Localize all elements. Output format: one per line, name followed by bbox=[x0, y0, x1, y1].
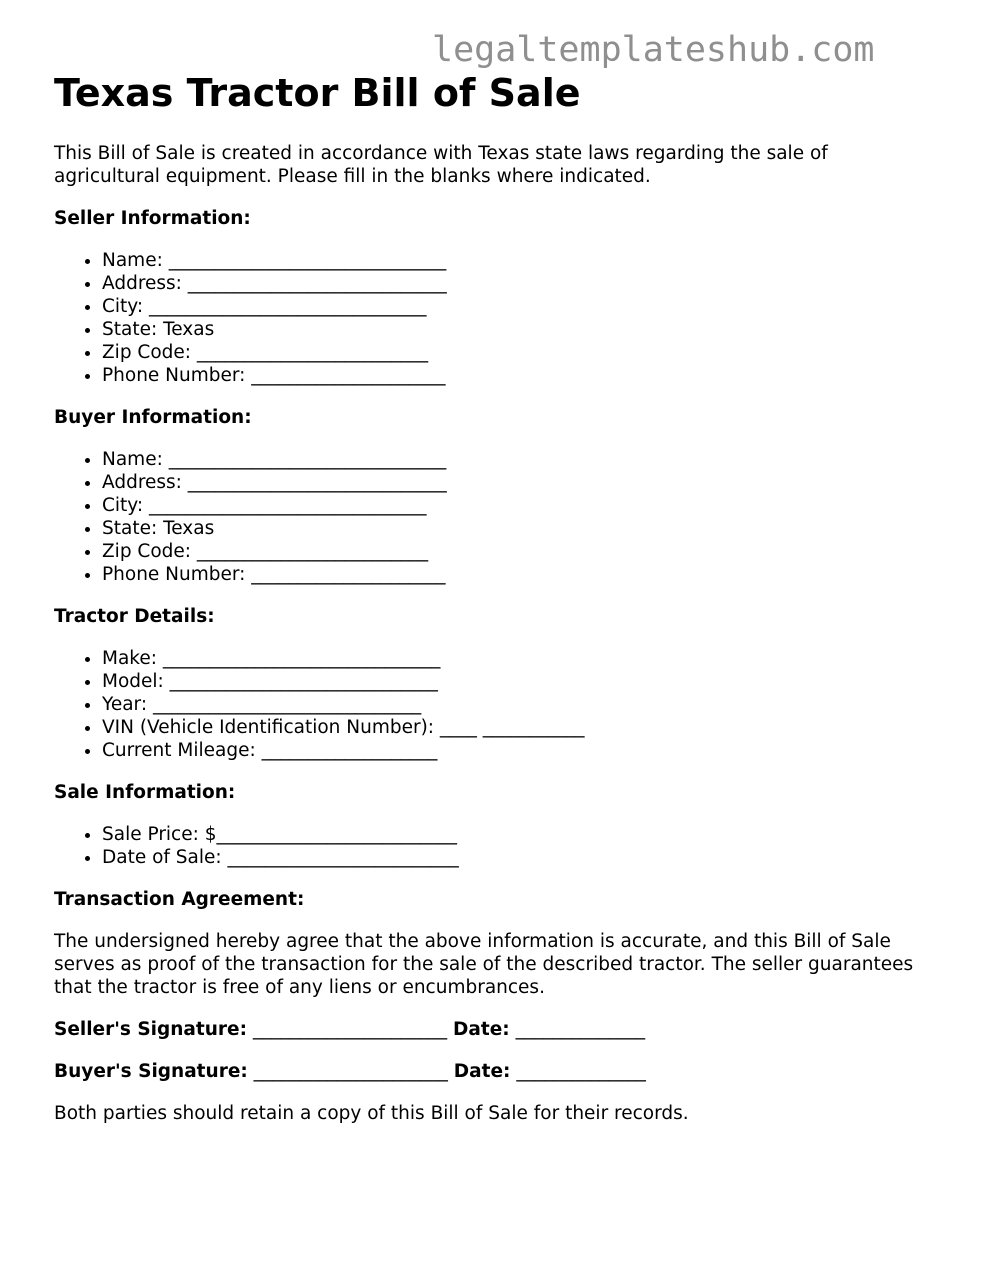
buyer-date-label: Date: bbox=[453, 1061, 511, 1082]
sale-date-item: • Date of Sale: _________________________ bbox=[102, 846, 934, 869]
seller-heading: Seller Information: bbox=[54, 208, 251, 229]
buyer-city-item: • City: ______________________________ bbox=[102, 494, 934, 517]
document-body bbox=[54, 142, 934, 1144]
closing-paragraph: Both parties should retain a copy of this Bill of Sale for their records. bbox=[54, 1103, 689, 1124]
buyer-signature-blank: _____________________ bbox=[253, 1061, 448, 1082]
tractor-vin-item: • VIN (Vehicle Identification Number): ____ ___________ bbox=[102, 716, 934, 739]
seller-phone-item: • Phone Number: _____________________ bbox=[102, 364, 934, 387]
seller-date-label: Date: bbox=[453, 1019, 510, 1040]
tractor-make-item: • Make: ______________________________ bbox=[102, 647, 934, 670]
tractor-model-item: • Model: _____________________________ bbox=[102, 670, 934, 693]
agreement-paragraph: The undersigned hereby agree that the above information is accurate, and this Bill of Sale serves as proof of the transaction for the sale of the described tractor. The seller guarantees that the tractor is free of any liens or encumbrances. bbox=[54, 931, 914, 998]
sale-price-item: • Sale Price: $__________________________ bbox=[102, 823, 934, 846]
buyer-phone-item: • Phone Number: _____________________ bbox=[102, 563, 934, 586]
buyer-list bbox=[54, 448, 934, 586]
seller-list bbox=[54, 249, 934, 387]
seller-zip-item: • Zip Code: _________________________ bbox=[102, 341, 934, 364]
seller-name-item: • Name: ______________________________ bbox=[102, 249, 934, 272]
tractor-list bbox=[54, 647, 934, 762]
buyer-state-item: • State: Texas bbox=[102, 517, 934, 540]
agreement-heading: Transaction Agreement: bbox=[54, 889, 305, 910]
buyer-zip-item: • Zip Code: _________________________ bbox=[102, 540, 934, 563]
watermark: legaltemplateshub.com bbox=[432, 30, 875, 70]
seller-address-item: • Address: ____________________________ bbox=[102, 272, 934, 295]
buyer-signature-line bbox=[54, 1060, 934, 1083]
seller-signature-line bbox=[54, 1018, 934, 1041]
seller-signature-blank: _____________________ bbox=[252, 1019, 448, 1040]
seller-state-item: • State: Texas bbox=[102, 318, 934, 341]
document-title: Texas Tractor Bill of Sale bbox=[54, 71, 581, 115]
sale-list bbox=[54, 823, 934, 869]
buyer-heading: Buyer Information: bbox=[54, 407, 252, 428]
seller-city-item: • City: ______________________________ bbox=[102, 295, 934, 318]
sale-heading: Sale Information: bbox=[54, 782, 236, 803]
buyer-name-item: • Name: ______________________________ bbox=[102, 448, 934, 471]
tractor-year-item: • Year: _____________________________ bbox=[102, 693, 934, 716]
intro-paragraph: This Bill of Sale is created in accordance with Texas state laws regarding the sale of agricultural equipment. Please fill in the blanks where indicated. bbox=[54, 143, 828, 187]
buyer-signature-label: Buyer's Signature: bbox=[54, 1061, 248, 1082]
seller-signature-label: Seller's Signature: bbox=[54, 1019, 247, 1040]
tractor-mileage-item: • Current Mileage: ___________________ bbox=[102, 739, 934, 762]
tractor-heading: Tractor Details: bbox=[54, 606, 215, 627]
buyer-date-blank: ______________ bbox=[516, 1061, 646, 1082]
seller-date-blank: ______________ bbox=[515, 1019, 646, 1040]
buyer-address-item: • Address: ____________________________ bbox=[102, 471, 934, 494]
